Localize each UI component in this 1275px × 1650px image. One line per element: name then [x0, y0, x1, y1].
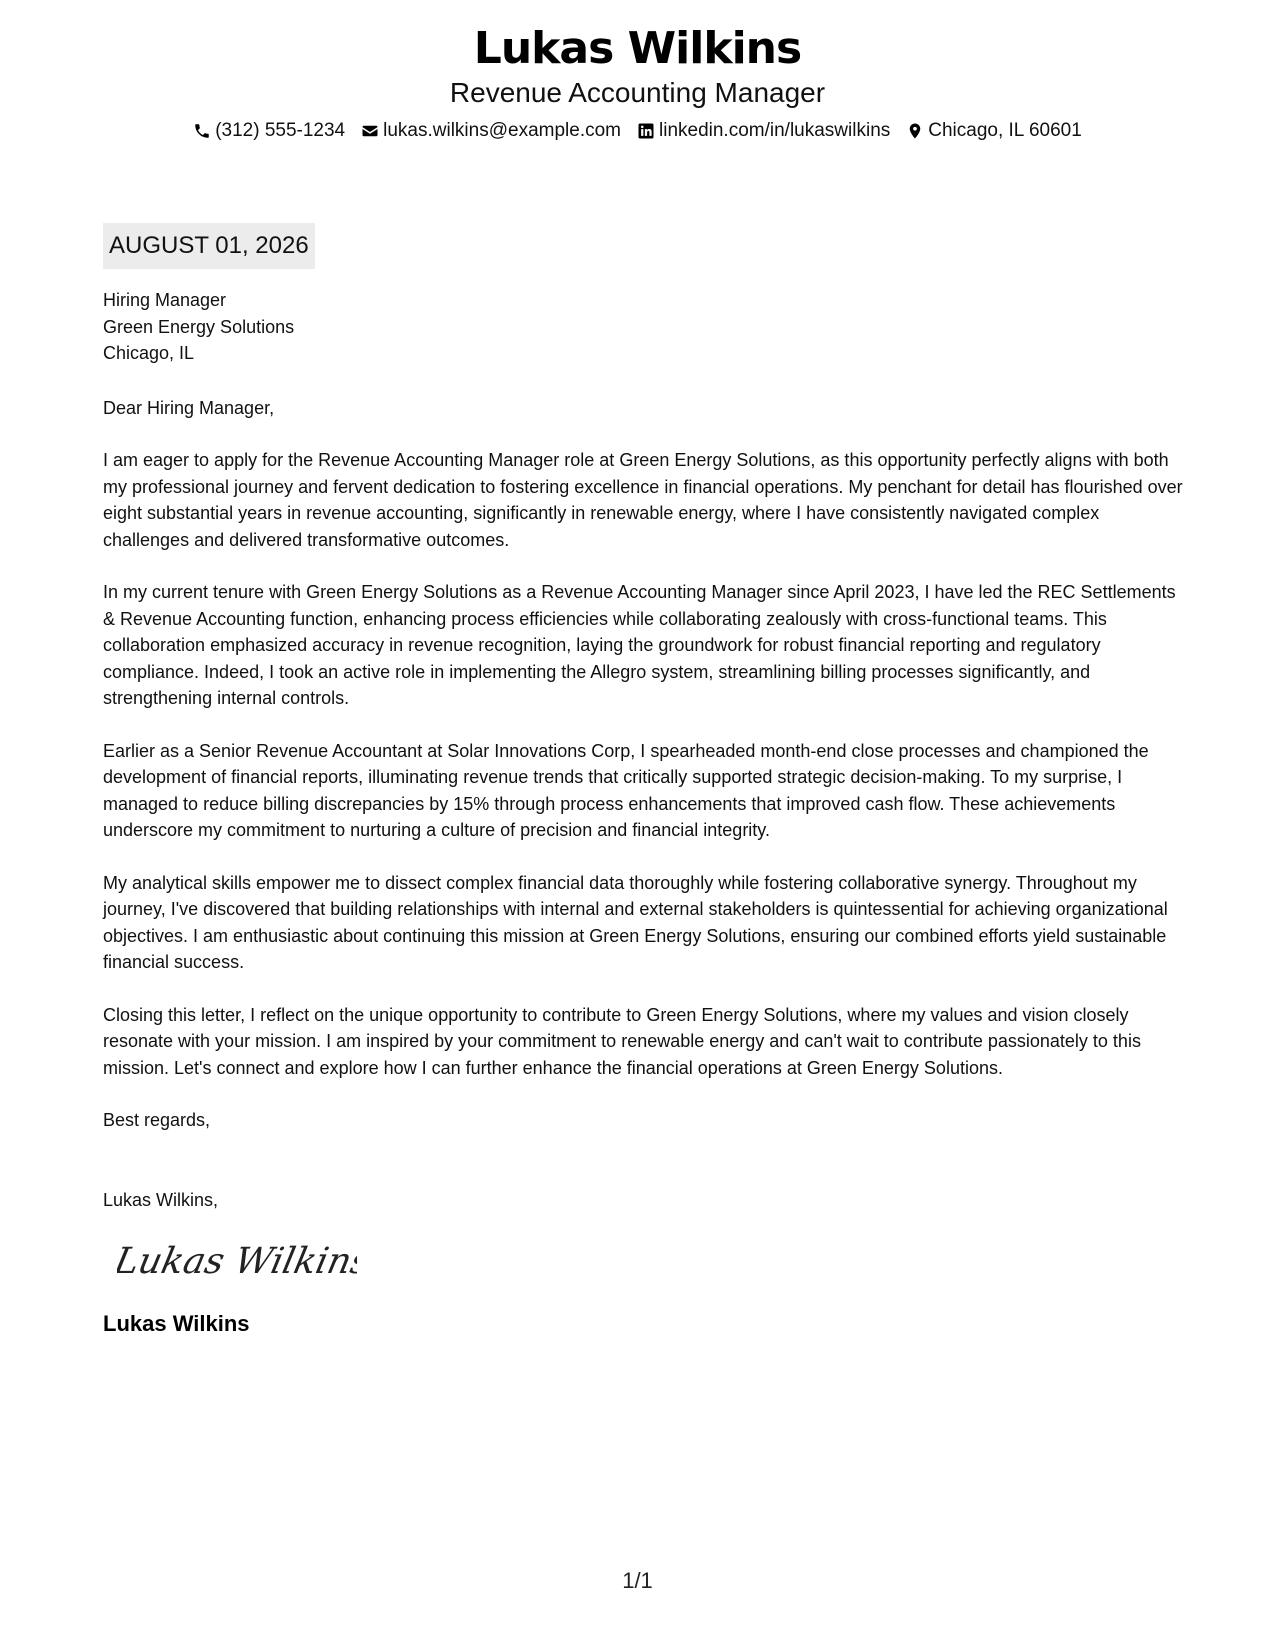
recipient-line: Green Energy Solutions — [103, 316, 295, 337]
recipient-line: Hiring Manager — [103, 290, 227, 310]
applicant-name: Lukas Wilkins — [473, 23, 802, 74]
signoff-name: Lukas Wilkins, — [103, 1189, 219, 1210]
envelope-icon — [361, 122, 379, 140]
email-text: lukas.wilkins@example.com — [383, 120, 621, 141]
contact-bar — [0, 118, 1275, 144]
linkedin-icon — [637, 122, 655, 140]
closing: Best regards, — [103, 1110, 211, 1130]
phone-icon — [193, 122, 211, 140]
salutation: Dear Hiring Manager, — [103, 397, 275, 418]
body-paragraph: Earlier as a Senior Revenue Accountant at Solar Innovations Corp, I spearheaded month-end close processes and championed the development of financial reports, illuminating revenue trends that critically supported strategic decision-making. To my surprise, I managed to reduce billing discrepancies by 15% through process enhancements that improved cash flow. These achievements underscore my commitment to nurturing a culture of precision and financial integrity. — [103, 740, 1149, 840]
printed-name: Lukas Wilkins — [103, 1311, 250, 1336]
body-paragraph: In my current tenure with Green Energy Solutions as a Revenue Accounting Manager since April 2023, I have led the REC Settlements & Revenue Accounting function, enhancing process efficiencies while collaborating zealously with cross-functional teams. This collaboration emphasized accuracy in revenue recognition, laying the groundwork for robust financial reporting and regulatory compliance. Indeed, I took an active role in implementing the Allegro system, streamlining billing processes significantly, and strengthening internal controls. — [103, 582, 1176, 708]
contact-location — [906, 118, 1082, 144]
location-text: Chicago, IL 60601 — [928, 120, 1082, 141]
letter-header — [0, 22, 1275, 144]
body-paragraph: I am eager to apply for the Revenue Accounting Manager role at Green Energy Solutions, as this opportunity perfectly aligns with both my professional journey and fervent dedication to fostering excellence in financial operations. My penchant for detail has flourished over eight substantial years in revenue accounting, significantly in renewable energy, where I have consistently navigated complex challenges and delivered transformative outcomes. — [103, 450, 1183, 550]
applicant-title: Revenue Accounting Manager — [449, 77, 826, 108]
handwritten-signature — [117, 1233, 357, 1289]
contact-phone — [193, 118, 345, 144]
phone-text: (312) 555-1234 — [215, 120, 346, 141]
contact-linkedin — [637, 118, 890, 144]
page-number: 1/1 — [622, 1568, 653, 1593]
letter-body — [103, 287, 1183, 1338]
signature-graphic — [117, 1233, 357, 1289]
body-paragraph: Closing this letter, I reflect on the unique opportunity to contribute to Green Energy Solutions, where my values and vision closely resonate with your mission. I am inspired by your commitment to renewable energy and can't wait to contribute passionately to this mission. Let's connect and explore how I can further enhance the financial operations at Green Energy Solutions. — [103, 1004, 1141, 1078]
map-pin-icon — [906, 122, 924, 140]
body-paragraph: My analytical skills empower me to dissect complex financial data thoroughly while fostering collaborative synergy. Throughout my journey, I've discovered that building relationships with internal and external stakeholders is quintessential for achieving organizational objectives. I am enthusiastic about continuing this mission at Green Energy Solutions, ensuring our combined efforts yield sustainable financial success. — [103, 872, 1168, 972]
svg-text:Lukas Wilkins: Lukas Wilkins — [117, 1239, 357, 1282]
letter-date: AUGUST 01, 2026 — [103, 223, 315, 269]
linkedin-text: linkedin.com/in/lukaswilkins — [659, 120, 891, 141]
recipient-block — [103, 287, 1183, 367]
recipient-line: Chicago, IL — [103, 343, 195, 363]
contact-email — [361, 118, 621, 144]
